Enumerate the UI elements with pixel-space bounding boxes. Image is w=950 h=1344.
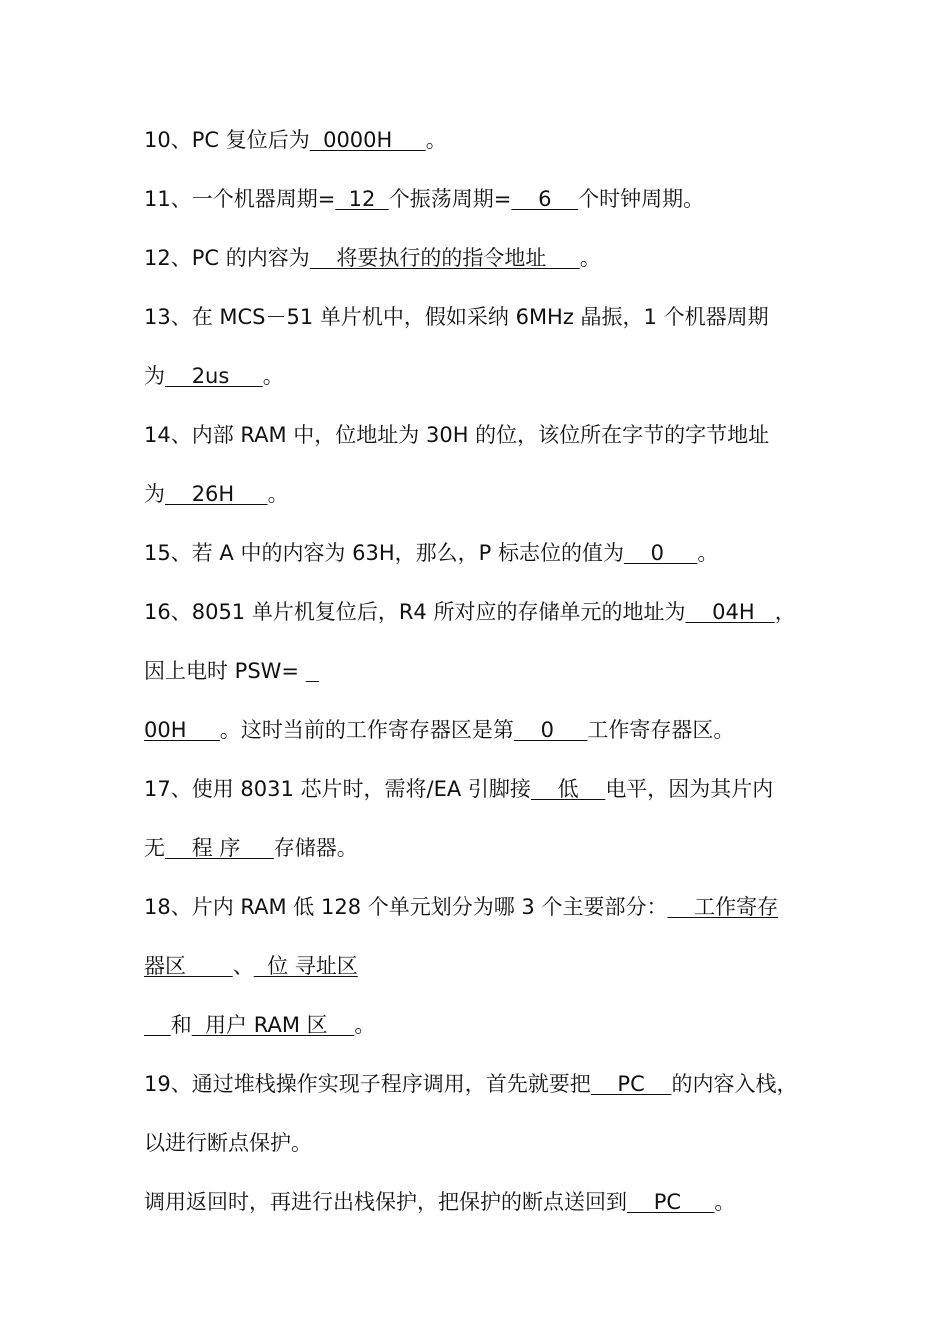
text-segment: 无 [144, 836, 165, 860]
question-17 [144, 775, 773, 803]
question-13-cont [144, 362, 284, 390]
text-segment: 存储器。 [273, 836, 358, 860]
answer-blank [306, 659, 319, 683]
text-segment: 19、通过堆栈操作实现子程序调用，首先就要把 [144, 1072, 591, 1096]
text-segment: 13、在 MCS－51 单片机中，假如采纳 6MHz 晶振，1 个机器周期 [144, 305, 769, 329]
answer-blank: 低 [530, 777, 606, 801]
answer-blank: 程 序 [165, 836, 274, 860]
answer-blank: 将要执行的的指令地址 [309, 246, 580, 270]
question-18 [144, 893, 778, 921]
text-segment: 、 [232, 954, 254, 978]
question-16-cont-2 [144, 716, 734, 744]
question-14 [144, 421, 769, 449]
answer-blank: 位 寻址区 [253, 954, 358, 978]
text-segment: 。 [354, 1013, 376, 1037]
answer-blank: 6 [511, 187, 579, 211]
answer-blank: 0000H [309, 128, 426, 152]
answer-blank: 0 [623, 541, 698, 565]
answer-blank: 04H [685, 600, 775, 624]
text-segment: 15、若 A 中的内容为 63H，那么，P 标志位的值为 [144, 541, 624, 565]
text-segment: 14、内部 RAM 中，位地址为 30H 的位，该位所在字节的字节地址 [144, 423, 770, 447]
text-segment: 为 [144, 482, 165, 506]
text-segment: 17、使用 8031 芯片时，需将/EA 引脚接 [144, 777, 531, 801]
answer-blank: PC [627, 1190, 715, 1214]
question-16-cont [144, 657, 319, 685]
question-19 [144, 1070, 797, 1098]
text-segment: 调用返回时，再进行出栈保护，把保护的断点送回到 [144, 1190, 627, 1214]
text-segment: ， [774, 600, 796, 624]
text-segment: 个振荡周期= [388, 187, 512, 211]
text-segment: 因上电时 PSW= [144, 659, 306, 683]
text-segment: 为 [144, 364, 165, 388]
text-segment: 和 [170, 1013, 192, 1037]
question-12 [144, 244, 601, 272]
answer-blank: 器区 [144, 954, 233, 978]
question-18-cont [144, 952, 358, 980]
text-segment: 12、PC 的内容为 [144, 246, 310, 270]
text-segment: 10、PC 复位后为 [144, 128, 310, 152]
answer-blank: 用户 RAM 区 [191, 1013, 355, 1037]
question-11 [144, 185, 704, 213]
question-18-cont-2 [144, 1011, 375, 1039]
text-segment: 个时钟周期。 [578, 187, 705, 211]
question-13 [144, 303, 769, 331]
question-15 [144, 539, 718, 567]
answer-blank: 00H [144, 718, 220, 742]
answer-blank [144, 1013, 171, 1037]
answer-blank: PC [590, 1072, 672, 1096]
text-segment: 。 [267, 482, 289, 506]
answer-blank: 26H [165, 482, 268, 506]
answer-blank: 12 [335, 187, 389, 211]
text-segment: 16、8051 单片机复位后，R4 所对应的存储单元的地址为 [144, 600, 686, 624]
question-14-cont [144, 480, 289, 508]
text-segment: 。 [579, 246, 601, 270]
text-segment: 。 [697, 541, 719, 565]
text-segment: 。这时当前的工作寄存器区是第 [219, 718, 514, 742]
text-segment: 18、片内 RAM 低 128 个单元划分为哪 3 个主要部分： [144, 895, 668, 919]
text-segment: 。 [714, 1190, 736, 1214]
text-segment: 以进行断点保护。 [144, 1131, 312, 1155]
question-16 [144, 598, 796, 626]
text-segment: 。 [262, 364, 284, 388]
question-19-cont-2 [144, 1188, 735, 1216]
text-segment: 的内容入栈， [671, 1072, 798, 1096]
answer-blank: 2us [165, 364, 263, 388]
text-segment: 工作寄存器区。 [587, 718, 735, 742]
question-10 [144, 126, 447, 154]
answer-blank: 0 [513, 718, 588, 742]
text-segment: 。 [425, 128, 447, 152]
answer-blank: 工作寄存 [667, 895, 779, 919]
text-segment: 11、一个机器周期= [144, 187, 336, 211]
question-17-cont [144, 834, 358, 862]
text-segment: 电平，因为其片内 [605, 777, 774, 801]
question-19-cont [144, 1129, 312, 1157]
